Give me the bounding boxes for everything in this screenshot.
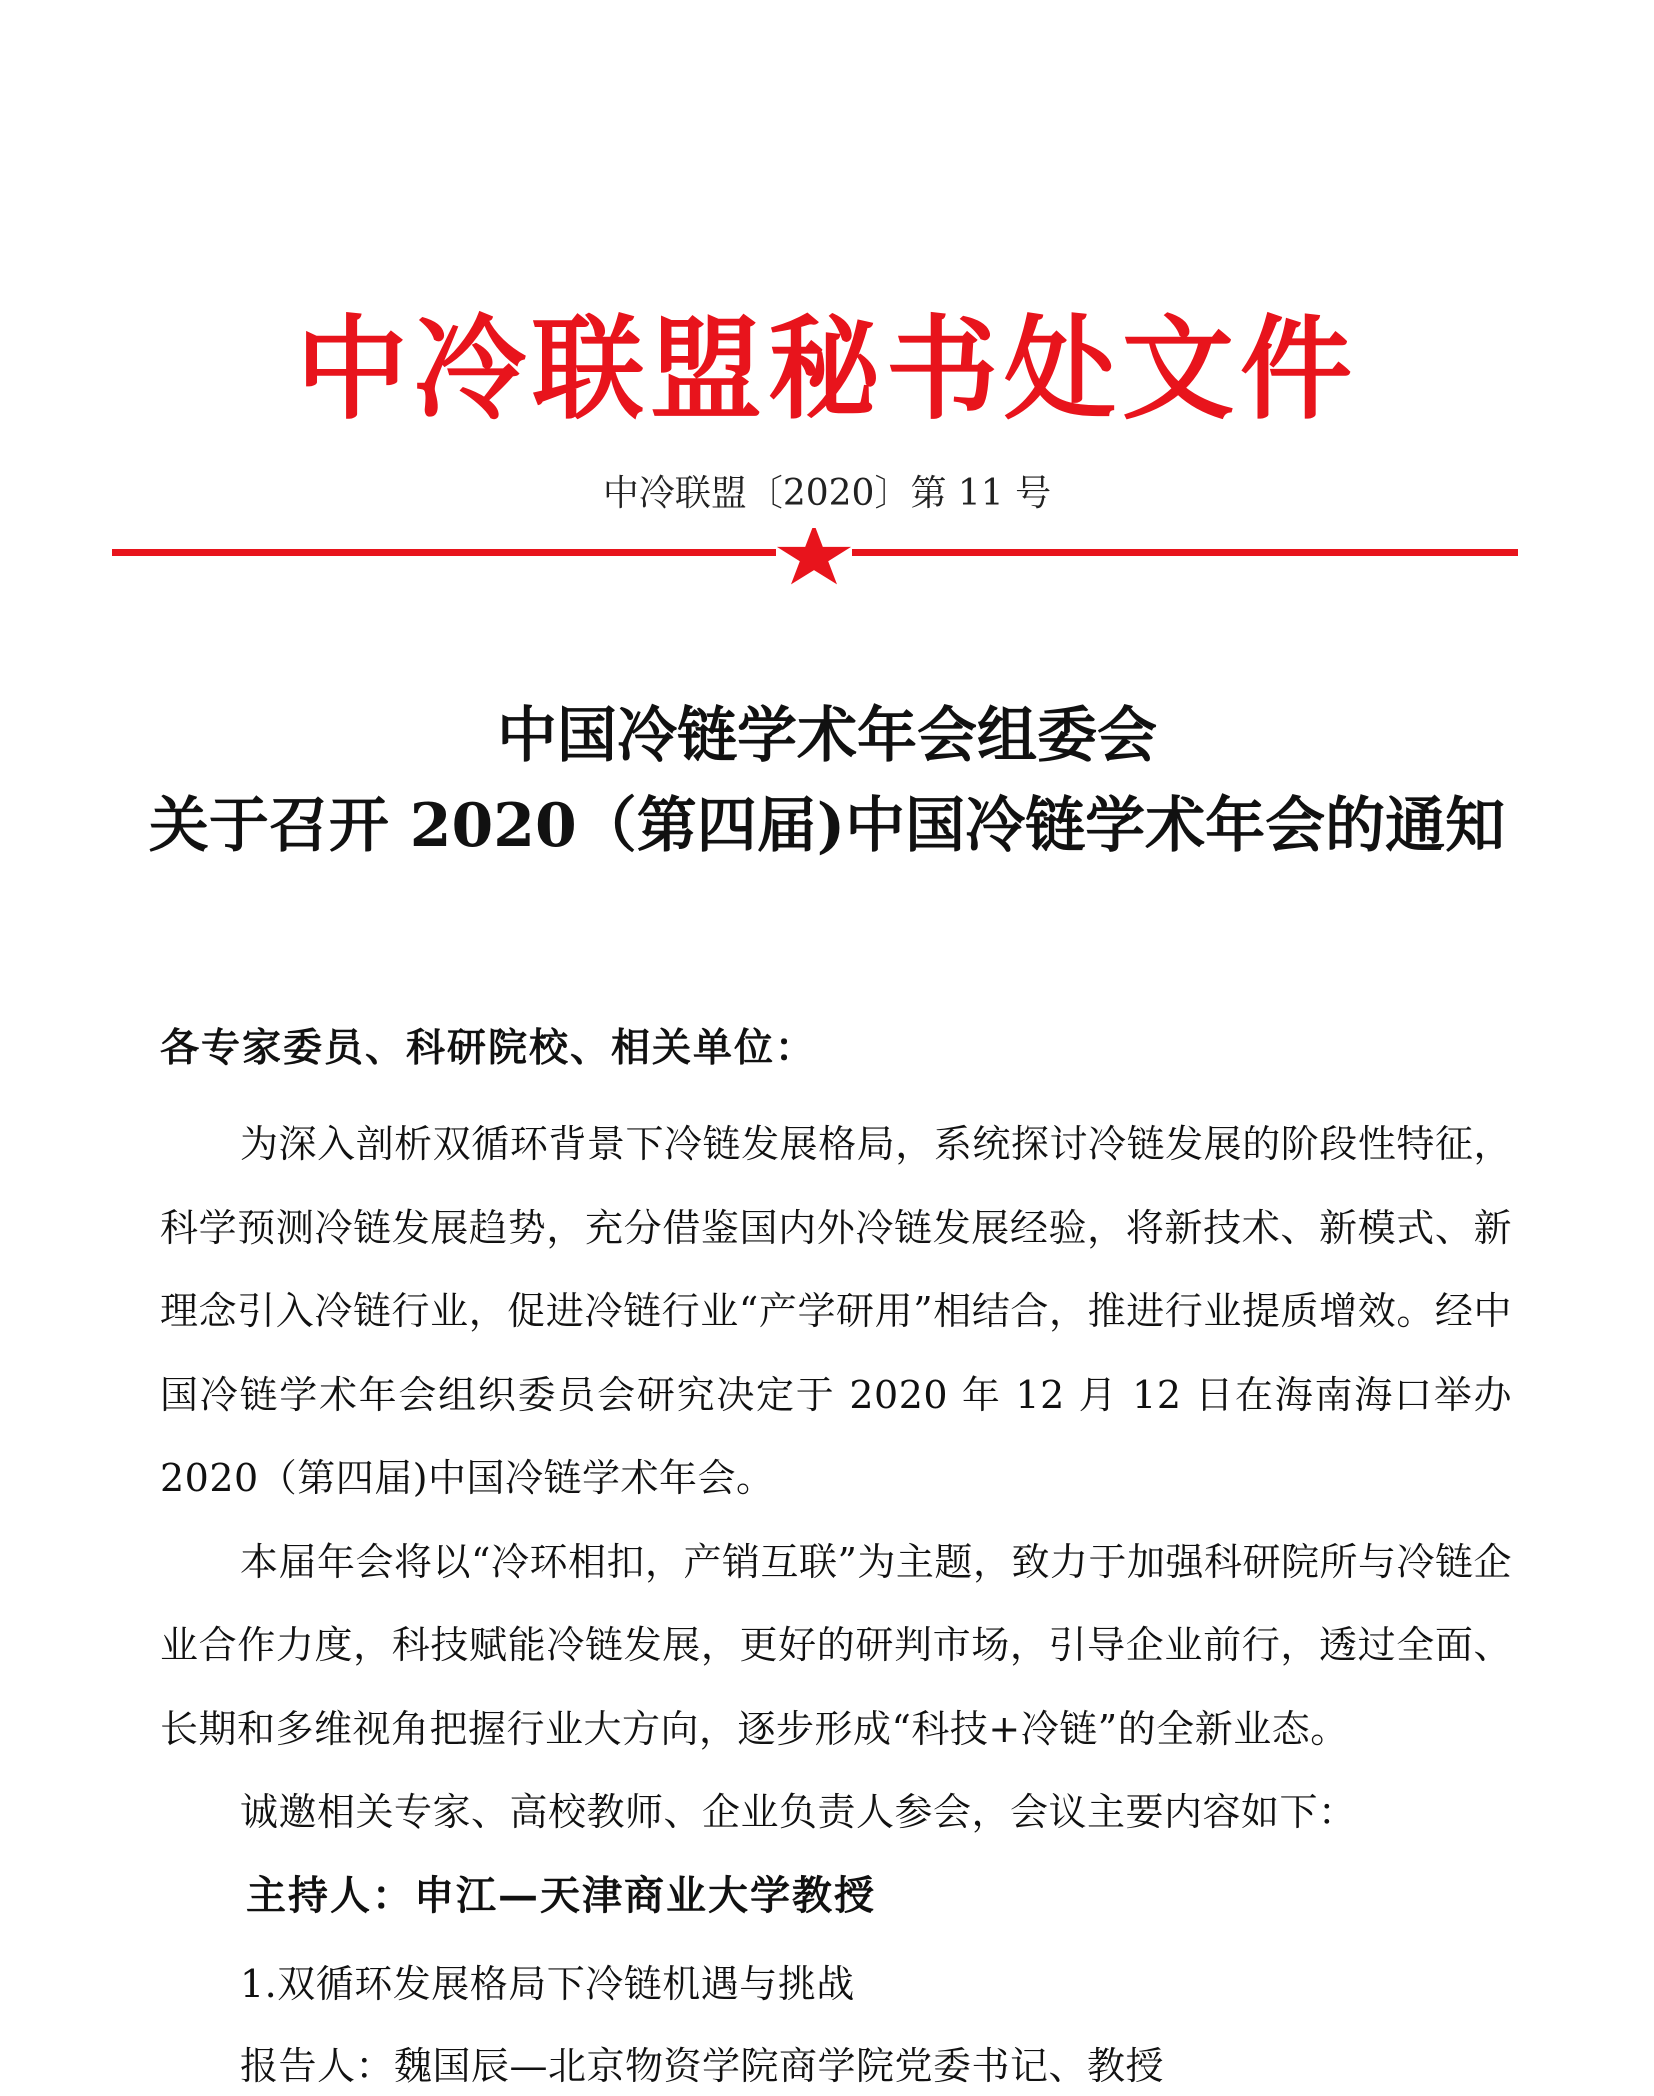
star-icon — [777, 528, 851, 584]
paragraph-theme: 本届年会将以“冷环相扣，产销互联”为主题，致力于加强科研院所与冷链企业合作力度，科技赋能冷链发展，更好的研判市场，引导企业前行，透过全面、长期和多维视角把握行业大方向，逐步形成“科技+冷链”的全新业态。 — [160, 1539, 1512, 1751]
issuer-header: 中冷联盟秘书处文件 — [296, 305, 1358, 435]
divider-line-left — [112, 549, 776, 556]
divider-line-right — [852, 549, 1518, 556]
notice-body — [160, 1103, 1512, 1855]
notice-title-line-2: 关于召开 2020（第四届)中国冷链学术年会的通知 — [148, 791, 1506, 861]
paragraph-invitation: 诚邀相关专家、高校教师、企业负责人参会，会议主要内容如下： — [240, 1790, 1357, 1834]
paragraph-background: 为深入剖析双循环背景下冷链发展格局，系统探讨冷链发展的阶段性特征，科学预测冷链发展趋势，充分借鉴国内外冷链发展经验，将新技术、新模式、新理念引入冷链行业，促进冷链行业“产学研用”相结合，推进行业提质增效。经中国冷链学术年会组织委员会研究决定于 2020 年 12 月 12 日在海南海口举办 2020（第四届)中国冷链学术年会。 — [160, 1122, 1512, 1500]
agenda-item-speaker: 报告人：魏国辰—北京物资学院商学院党委书记、教授 — [240, 2044, 1165, 2088]
document-number: 中冷联盟〔2020〕第 11 号 — [602, 473, 1052, 514]
notice-title-line-1: 中国冷链学术年会组委会 — [497, 701, 1157, 771]
agenda-item-topic: 1.双循环发展格局下冷链机遇与挑战 — [240, 1962, 855, 2006]
host-line: 主持人：申江—天津商业大学教授 — [246, 1872, 876, 1919]
red-divider-with-star — [112, 528, 1518, 588]
salutation: 各专家委员、科研院校、相关单位： — [160, 1025, 817, 1071]
